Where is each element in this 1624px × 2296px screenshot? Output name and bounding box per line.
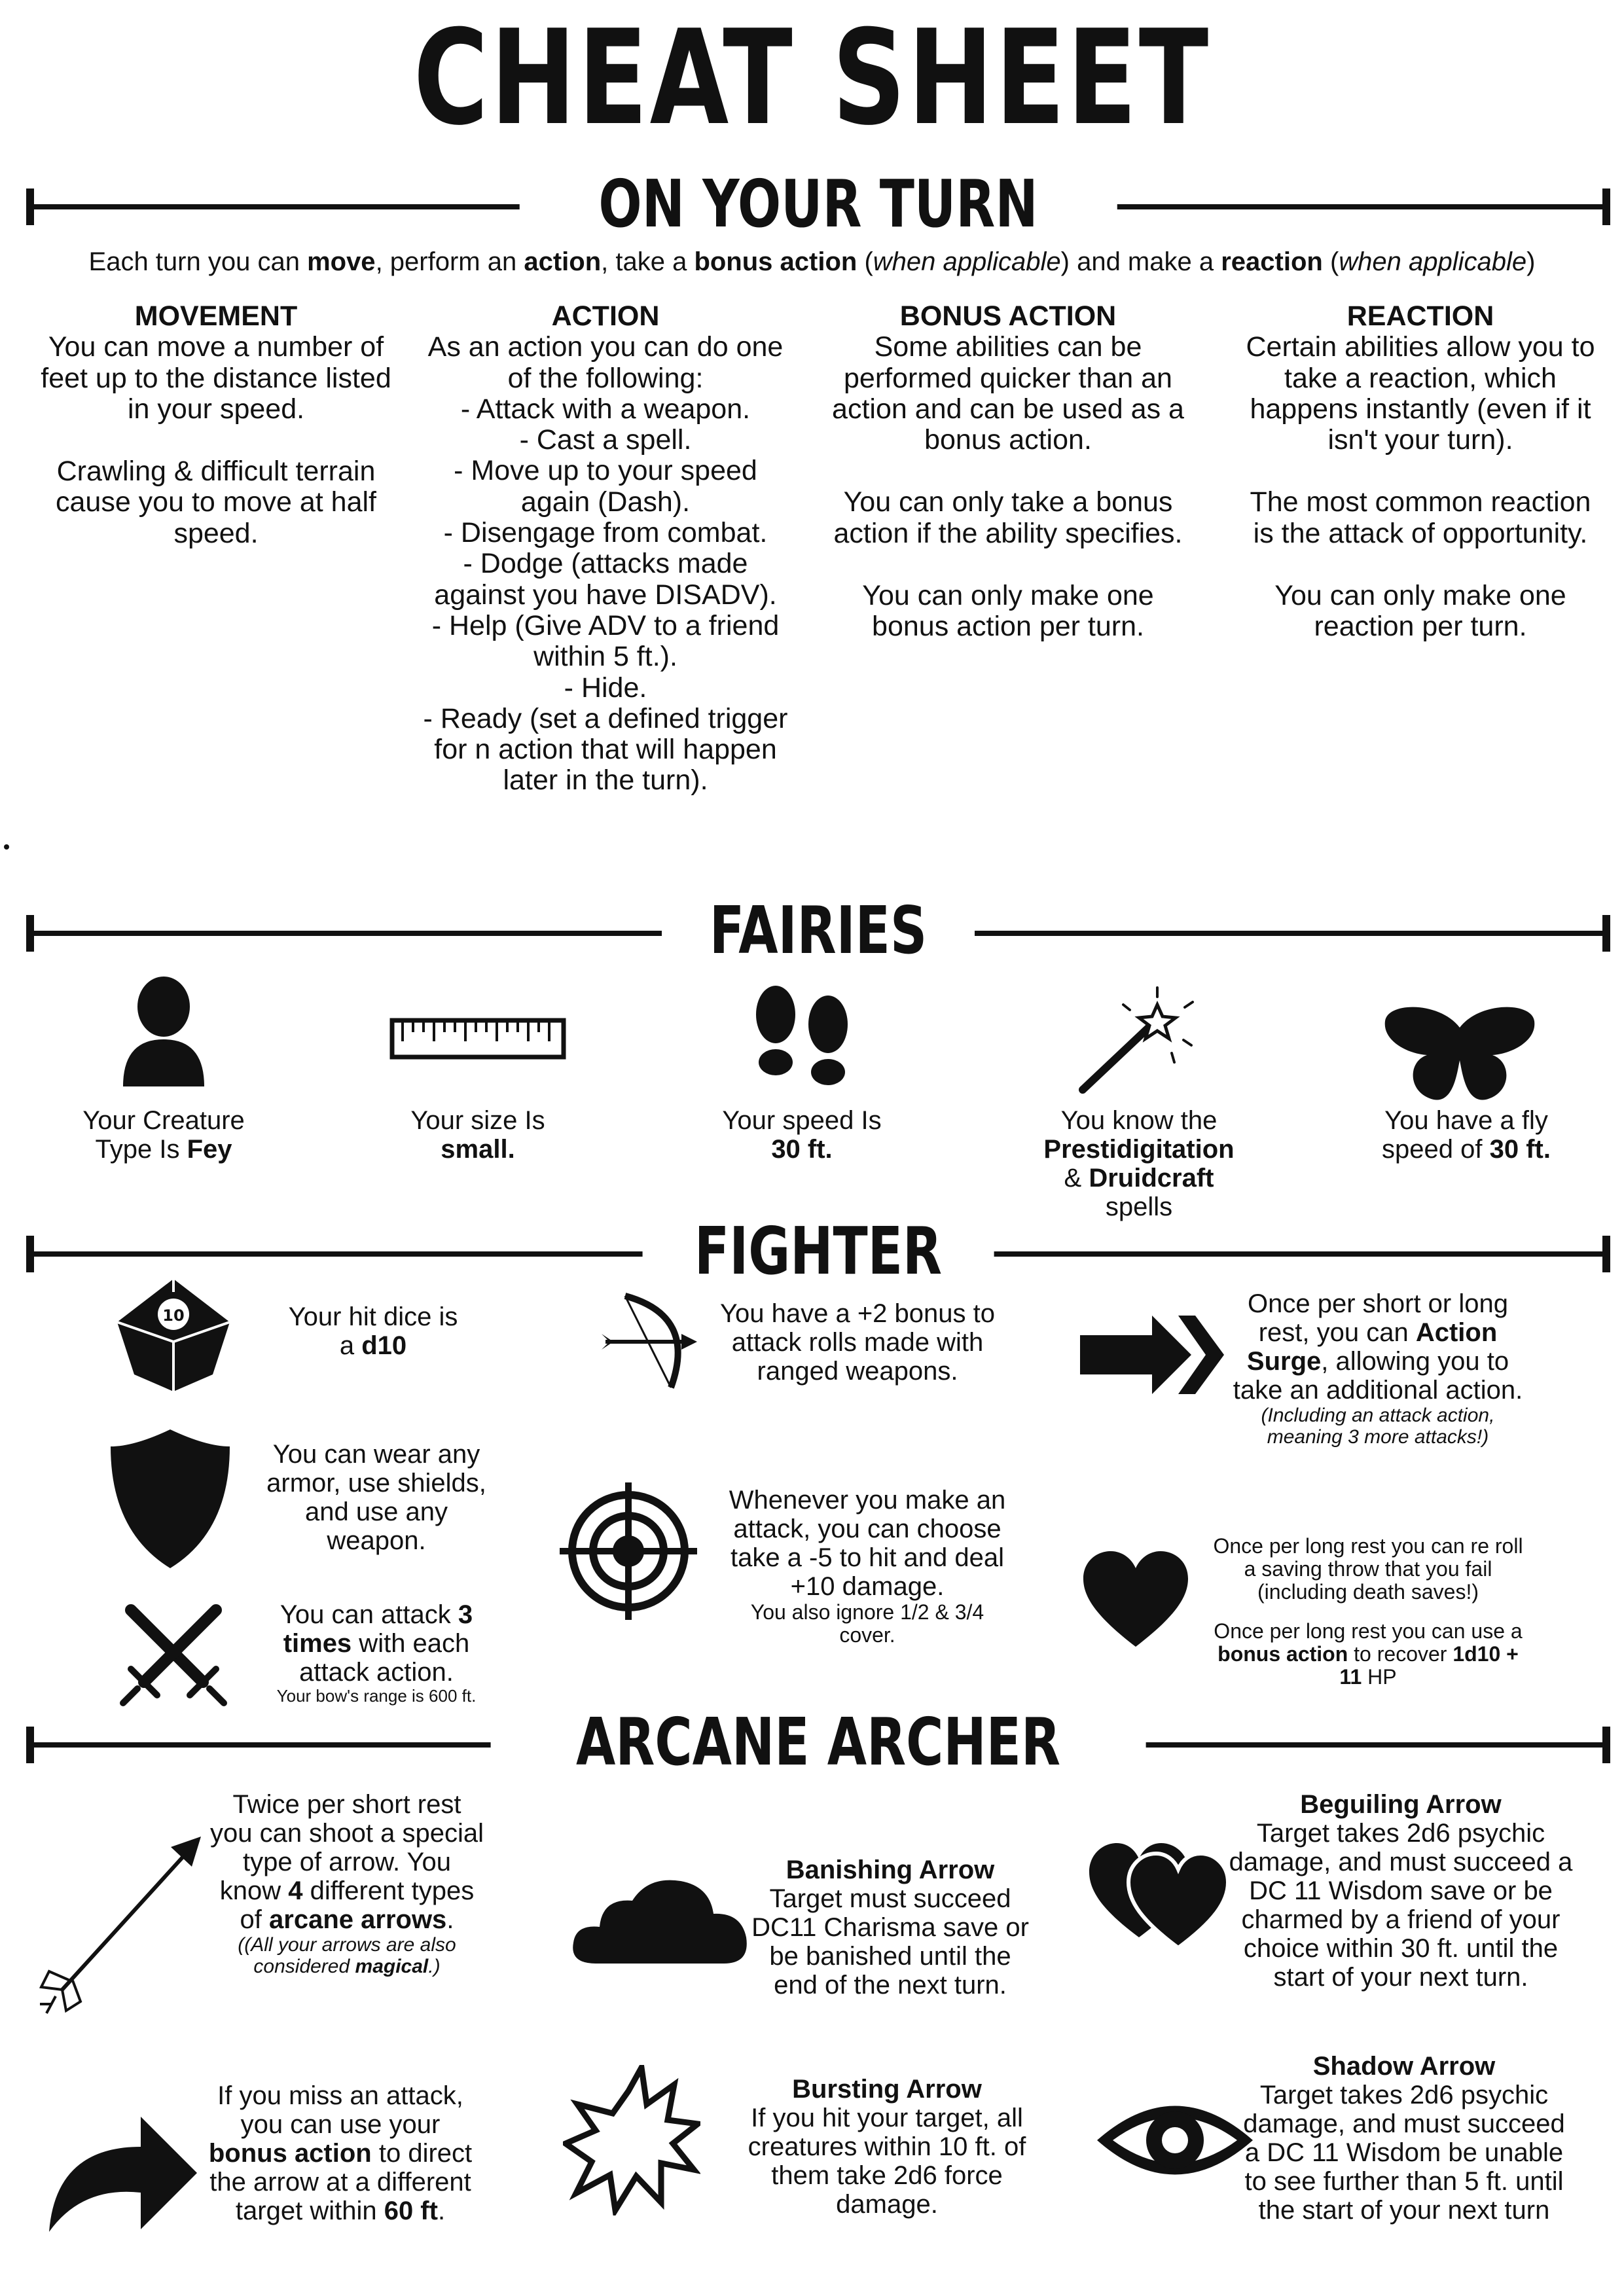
bursting-arrow-title: Bursting Arrow (792, 2075, 982, 2104)
burst-icon (563, 2065, 700, 2215)
spells-caption: You know the Prestidigitation & Druidcraft spells (1043, 1106, 1235, 1221)
action-column (422, 301, 789, 797)
reroll-text: Once per long rest you can re roll a saving throw that you fail (including death saves!) (1213, 1534, 1523, 1604)
action-item: - Hide. (564, 672, 647, 704)
d10-icon (115, 1276, 232, 1394)
section-divider-fighter (26, 1213, 1610, 1289)
person-icon (118, 975, 209, 1086)
heart-icon (1083, 1551, 1188, 1649)
action-heading: ACTION (551, 300, 660, 332)
movement-text-2: Crawling & difficult terrain cause you to move at half speed. (55, 456, 376, 549)
section-divider-fairies (26, 892, 1610, 969)
banishing-arrow-title: Banishing Arrow (785, 1856, 995, 1884)
action-item: - Dodge (attacks made against you have DISADV). (434, 548, 777, 611)
action-text: As an action you can do one of the following: (427, 331, 784, 394)
fly-speed-caption: You have a fly speed of 30 ft. (1382, 1106, 1551, 1164)
beguiling-arrow-text: Beguiling Arrow Target takes 2d6 psychic damage, and must succeed a DC 11 Wisdom save or be charmed by a friend of your choice within 30 ft. until the start of your next turn. (1229, 1790, 1573, 1992)
bonus-text-3: You can only make one bonus action per turn. (862, 580, 1154, 643)
action-item: - Disengage from combat. (443, 517, 768, 549)
size-caption: Your size Is small. (410, 1106, 545, 1164)
ranged-bonus-text: You have a +2 bonus to attack rolls made with ranged weapons. (720, 1299, 995, 1386)
banishing-arrow-text: Banishing Arrow Target must succeed DC11 Charisma save or be banished until the end of the next turn. (751, 1856, 1029, 2000)
action-item: - Move up to your speed again (Dash). (454, 455, 757, 518)
bonus-action-heading: BONUS ACTION (899, 300, 1117, 332)
hit-dice-text: Your hit dice is a d10 (288, 1302, 458, 1360)
section-divider-arcane-archer (26, 1704, 1610, 1780)
section-title-fighter: FIGHTER (694, 1213, 943, 1289)
section-title-fairies: FAIRIES (709, 892, 928, 969)
shadow-arrow-text: Shadow Arrow Target takes 2d6 psychic damage, and must succeed a DC 11 Wisdom be unable to see further than 5 ft. until the start of your next turn (1243, 2052, 1565, 2225)
stray-dot (4, 844, 9, 850)
redirect-arrow-text: If you miss an attack, you can use your bonus action to direct the arrow at a different target within 60 ft. (208, 2081, 473, 2225)
movement-column (33, 301, 399, 581)
reaction-text-1: Certain abilities allow you to take a reaction, which happens instantly (even if it isn't your turn). (1246, 331, 1595, 456)
page-title: CHEAT SHEET (413, 2, 1211, 154)
crossed-swords-icon (118, 1597, 229, 1708)
action-item: - Attack with a weapon. (460, 393, 751, 425)
shield-icon (108, 1427, 232, 1571)
sharpshooter-text: Whenever you make an attack, you can choose take a -5 to hit and deal +10 damage. You also ignore 1/2 & 3/4 cover. (729, 1486, 1006, 1647)
butterfly-icon (1381, 1001, 1538, 1106)
hearts-icon (1087, 1820, 1231, 1950)
movement-text-1: You can move a number of feet up to the distance listed in your speed. (41, 331, 391, 425)
svg-text:10: 10 (162, 1306, 185, 1325)
arrow-icon (36, 1833, 206, 2016)
creature-type-caption: Your Creature Type Is Fey (82, 1106, 245, 1164)
bonus-text-1: Some abilities can be performed quicker than an action and can be used as a bonus action. (832, 331, 1184, 456)
curved-arrow-icon (43, 2114, 200, 2238)
bow-icon (599, 1289, 697, 1394)
ruler-icon (389, 1018, 566, 1064)
beguiling-arrow-title: Beguiling Arrow (1300, 1790, 1502, 1819)
armor-text: You can wear any armor, use shields, and use any weapon. (266, 1440, 486, 1555)
wand-icon (1074, 985, 1198, 1096)
action-item: - Ready (set a defined trigger for n action that will happen later in the turn). (423, 702, 788, 797)
action-surge-text: Once per short or long rest, you can Action Surge, allowing you to take an additional action. (Including an attack action, meaning 3 more attacks!) (1233, 1289, 1523, 1448)
footprints-icon (746, 985, 857, 1090)
double-arrow-icon (1080, 1316, 1224, 1394)
eye-icon (1093, 2091, 1257, 2189)
bursting-arrow-text: Bursting Arrow If you hit your target, all creatures within 10 ft. of them take 2d6 force damage. (748, 2075, 1026, 2219)
shadow-arrow-title: Shadow Arrow (1312, 2052, 1496, 2081)
reaction-text-2: The most common reaction is the attack of opportunity. (1250, 486, 1591, 549)
reaction-column (1237, 301, 1604, 674)
extra-attack-text: You can attack 3 times with each attack action. Your bow's range is 600 ft. (276, 1600, 477, 1706)
movement-heading: MOVEMENT (134, 300, 298, 332)
recover-text: Once per long rest you can use a bonus action to recover 1d10 + 11 HP (1214, 1619, 1523, 1689)
target-icon (560, 1482, 697, 1620)
bonus-text-2: You can only take a bonus action if the ability specifies. (833, 486, 1183, 549)
action-item: - Cast a spell. (519, 424, 692, 456)
action-item: - Help (Give ADV to a friend within 5 ft.). (431, 609, 780, 673)
reaction-heading: REACTION (1346, 300, 1494, 332)
arcane-shots-text: Twice per short rest you can shoot a special type of arrow. You know 4 different types of arcane arrows. ((All your arrows are also considered magical.) (209, 1790, 484, 1977)
section-divider-on-your-turn (26, 166, 1610, 242)
action-list (422, 394, 789, 797)
reaction-text-3: You can only make one reaction per turn. (1274, 580, 1566, 643)
turn-intro: Each turn you can move, perform an action, take a bonus action (when applicable) and make a reaction (when applicable) (88, 247, 1536, 276)
bonus-action-column (825, 301, 1191, 674)
cloud-icon (569, 1872, 753, 1970)
speed-caption: Your speed Is 30 ft. (722, 1106, 882, 1164)
section-title-on-your-turn: ON YOUR TURN (598, 166, 1038, 242)
section-title-arcane-archer: ARCANE ARCHER (575, 1704, 1061, 1780)
